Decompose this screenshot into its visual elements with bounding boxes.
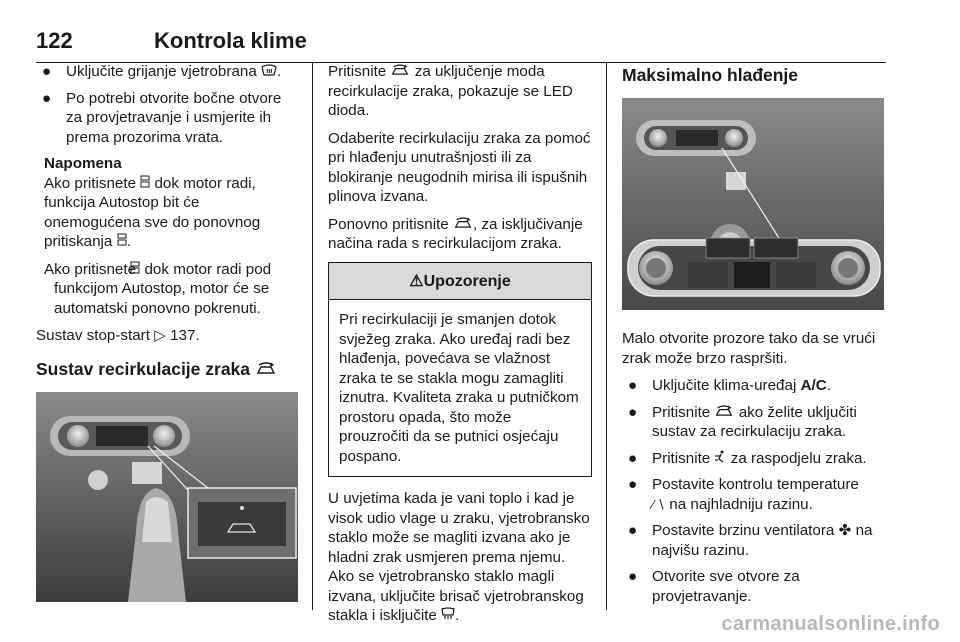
section-heading: Sustav recirkulacije zraka [36, 360, 298, 381]
autostop-button-icon [140, 174, 150, 194]
warning-triangle-icon: ⚠ [409, 272, 424, 290]
windscreen-air-icon [441, 606, 455, 626]
page-link[interactable]: 137. [170, 327, 200, 344]
note-heading: Napomena [44, 155, 122, 172]
page-number: 122 [36, 28, 73, 53]
cross-reference: Sustav stop-start ▷ 137. [36, 327, 200, 344]
temperature-control-icon: ∕ ∖ [652, 496, 666, 512]
list-item: ● Otvorite sve otvore za provjetravanje. [628, 568, 800, 605]
recirculation-icon [453, 215, 473, 235]
page-header [36, 22, 886, 63]
paragraph: Odaberite recirkulaciju zraka za pomoć pri hlađenju unutrašnjosti ili za blokiranje neugodnih mirisa ili ispušnih plinova izvana. [328, 129, 591, 205]
recirculation-icon [390, 62, 410, 82]
recirculation-icon [714, 403, 734, 423]
warning-title: ⚠Upozorenje [329, 263, 591, 301]
list-item: ● Uključite grijanje vjetrobrana . [42, 63, 282, 80]
fan-icon: ✤ [838, 522, 852, 539]
list-item: ● Postavite kontrolu temperature ∕ ∖ na najhladniju razinu. [628, 476, 859, 513]
paragraph: Malo otvorite prozore tako da se vrući zrak može brzo raspršiti. [622, 330, 876, 367]
note-paragraph: Ako pritisnete dok motor radi, funkcija Autostop bit će onemogućena sve do ponovnog pritiskanja . [44, 174, 261, 250]
air-distribution-icon [714, 449, 726, 469]
list-item: ● Uključite klima-uređaj A/C. [628, 377, 831, 394]
list-item: ● Pritisnite za raspodjelu zraka. [628, 449, 867, 467]
list-item: ● Pritisnite ako želite uključiti sustav za recirkulaciju zraka. [628, 403, 857, 440]
windscreen-heat-icon [261, 62, 277, 82]
warning-box [328, 262, 592, 478]
paragraph: Pritisnite za uključenje moda recirkulacije zraka, pokazuje se LED dioda. [328, 63, 573, 119]
column-right [622, 62, 890, 613]
recirculation-icon [255, 361, 277, 381]
section-heading: Maksimalno hlađenje [622, 65, 799, 85]
note-paragraph: Ako pritisnete dok motor radi pod funkcijom Autostop, motor će se automatski ponovno pokrenuti. [44, 260, 272, 317]
column-middle [328, 62, 592, 634]
list-item: ● Postavite brzinu ventilatora ✤ na najvišu razinu. [628, 522, 873, 559]
column-divider [606, 62, 607, 610]
column-divider [312, 62, 313, 610]
climate-panel-photo [622, 98, 890, 316]
warning-text: Pri recirkulaciji je smanjen dotok svježeg zraka. Ako uređaj radi bez hlađenja, povećava se vlažnost zraka te se stakla mogu zamagliti iznutra. Kvaliteta zraka u putničkom prostoru opada, što može prouzročiti da se putnici osjećaju pospano. [339, 311, 579, 465]
watermark: carmanualsonline.info [721, 613, 940, 635]
paragraph: Ponovno pritisnite , za isključivanje načina rada s recirkulacijom zraka. [328, 215, 583, 252]
list-item: ● Po potrebi otvorite bočne otvore za provjetravanje i usmjerite ih prema prozorima vrata. [42, 89, 282, 146]
recirculation-button-photo [36, 392, 298, 608]
autostop-button-icon [117, 232, 127, 252]
page-reference-icon: ▷ [154, 327, 166, 344]
page-title: Kontrola klime [154, 28, 307, 53]
paragraph: U uvjetima kada je vani toplo i kad je visok udio vlage u zraku, vjetrobransko staklo može se magliti izvana ako je hladni zrak usmjeren prema njemu. Ako se vjetrobransko staklo magli izvana, uključite brisač vjetrobranskog stakla i isključite . [328, 490, 590, 624]
column-left [36, 62, 298, 622]
